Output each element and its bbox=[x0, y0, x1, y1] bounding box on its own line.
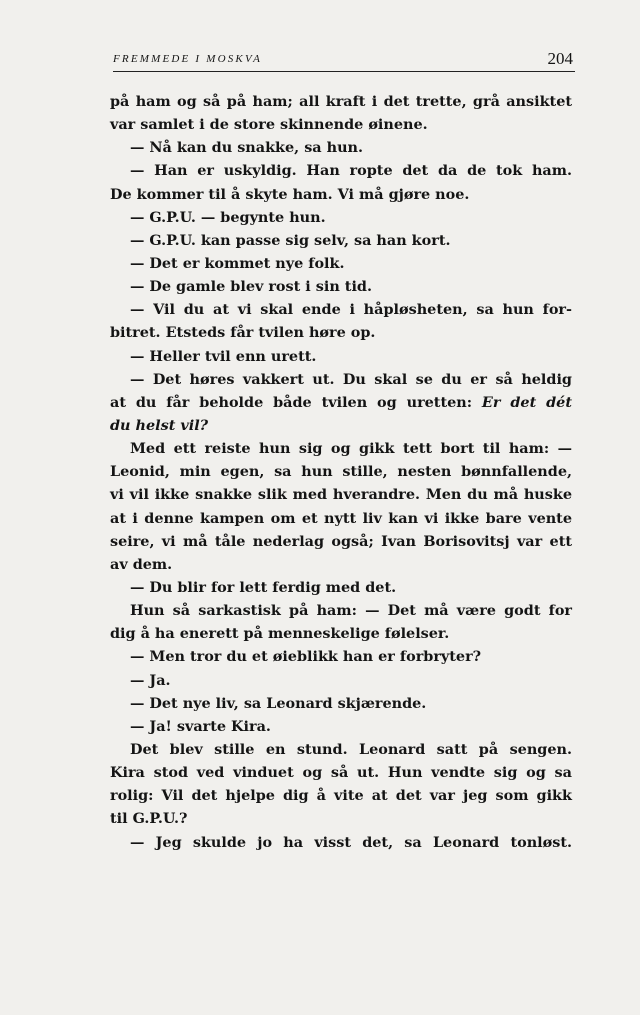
text-line bbox=[110, 599, 572, 622]
line-text: — G.P.U. — begynte hun. bbox=[130, 208, 326, 226]
line-text: — De gamle blev rost i sin tid. bbox=[130, 278, 372, 296]
text-line bbox=[110, 807, 572, 830]
text-line bbox=[110, 136, 572, 159]
line-text: Hun så sarkastisk på ham: — Det må være godt for bbox=[130, 602, 572, 620]
text-line bbox=[110, 622, 572, 645]
text-line bbox=[110, 784, 572, 807]
line-text: — Heller tvil enn urett. bbox=[130, 347, 317, 365]
text-line bbox=[110, 738, 572, 761]
text-line bbox=[110, 483, 572, 506]
line-text: på ham og så på ham; all kraft i det trette, grå ansiktet bbox=[110, 93, 572, 110]
line-text: — Du blir for lett ferdig med det. bbox=[130, 578, 397, 596]
text-line bbox=[110, 159, 572, 182]
line-text: rolig: Vil det hjelpe dig å vite at det var jeg som gikk bbox=[110, 787, 572, 805]
line-text: til G.P.U.? bbox=[110, 810, 188, 828]
line-text: — Ja! svarte Kira. bbox=[130, 717, 271, 735]
line-text: Det blev stille en stund. Leonard satt på sengen. bbox=[130, 740, 572, 758]
line-text: — Jeg skulde jo ha visst det, sa Leonard tonløst. bbox=[130, 833, 572, 851]
line-text: — Det er kommet nye folk. bbox=[130, 254, 345, 272]
line-text: — Han er uskyldig. Han ropte det da de tok ham. bbox=[130, 162, 572, 180]
italic-text: Er det dét bbox=[481, 393, 572, 411]
running-head bbox=[113, 50, 575, 70]
text-line bbox=[110, 460, 572, 483]
line-text: vi vil ikke snakke slik med hverandre. Men du må huske bbox=[110, 486, 572, 504]
line-text: at du får beholde både tvilen og uretten: bbox=[110, 393, 473, 411]
text-line bbox=[110, 530, 572, 553]
line-text: — G.P.U. kan passe sig selv, sa han kort. bbox=[130, 231, 451, 249]
text-line bbox=[110, 414, 572, 437]
line-text: var samlet i de store skinnende øinene. bbox=[110, 116, 428, 134]
line-text: De kommer til å skyte ham. Vi må gjøre noe. bbox=[110, 185, 470, 203]
text-line bbox=[110, 507, 572, 530]
line-text: — Det nye liv, sa Leonard skjærende. bbox=[130, 694, 427, 712]
text-line bbox=[110, 252, 572, 275]
text-line bbox=[110, 90, 572, 113]
line-text: — Nå kan du snakke, sa hun. bbox=[130, 139, 364, 157]
line-text: — Ja. bbox=[130, 671, 171, 689]
line-text: bitret. Etsteds får tvilen høre op. bbox=[110, 324, 376, 342]
text-line bbox=[110, 298, 572, 321]
text-line bbox=[110, 321, 572, 344]
text-line bbox=[110, 391, 572, 414]
text-line bbox=[110, 183, 572, 206]
line-text: Med ett reiste hun sig og gikk tett bort til ham: — bbox=[130, 440, 572, 458]
text-line bbox=[110, 576, 572, 599]
line-text: — Det høres vakkert ut. Du skal se du er så heldig bbox=[130, 370, 572, 388]
text-line bbox=[110, 761, 572, 784]
text-line bbox=[110, 692, 572, 715]
text-line bbox=[110, 553, 572, 576]
page-number: 204 bbox=[547, 49, 573, 68]
line-text: Kira stod ved vinduet og så ut. Hun vendte sig og sa bbox=[110, 764, 572, 782]
line-text: seire, vi må tåle nederlag også; Ivan Borisovitsj var ett bbox=[110, 532, 572, 550]
text-line bbox=[110, 437, 572, 460]
text-line bbox=[110, 275, 572, 298]
header-rule bbox=[113, 71, 575, 72]
text-line bbox=[110, 113, 572, 136]
line-text: at i denne kampen om et nytt liv kan vi ikke bare vente bbox=[110, 509, 572, 527]
line-text: — Men tror du et øieblikk han er forbryter? bbox=[130, 648, 482, 666]
line-text: Leonid, min egen, sa hun stille, nesten bønnfallende, bbox=[110, 463, 572, 481]
text-line bbox=[110, 206, 572, 229]
body-text bbox=[110, 90, 572, 854]
line-text: — Vil du at vi skal ende i håpløsheten, sa hun for- bbox=[130, 301, 572, 319]
line-text: av dem. bbox=[110, 555, 173, 573]
text-line bbox=[110, 345, 572, 368]
text-line bbox=[110, 715, 572, 738]
italic-text: du helst vil? bbox=[110, 416, 209, 434]
book-title: FREMMEDE I MOSKVA bbox=[113, 53, 262, 65]
text-line bbox=[110, 831, 572, 854]
text-line bbox=[110, 368, 572, 391]
text-line bbox=[110, 229, 572, 252]
line-text: dig å ha enerett på menneskelige følelser. bbox=[110, 625, 450, 643]
text-line bbox=[110, 645, 572, 668]
text-line bbox=[110, 669, 572, 692]
